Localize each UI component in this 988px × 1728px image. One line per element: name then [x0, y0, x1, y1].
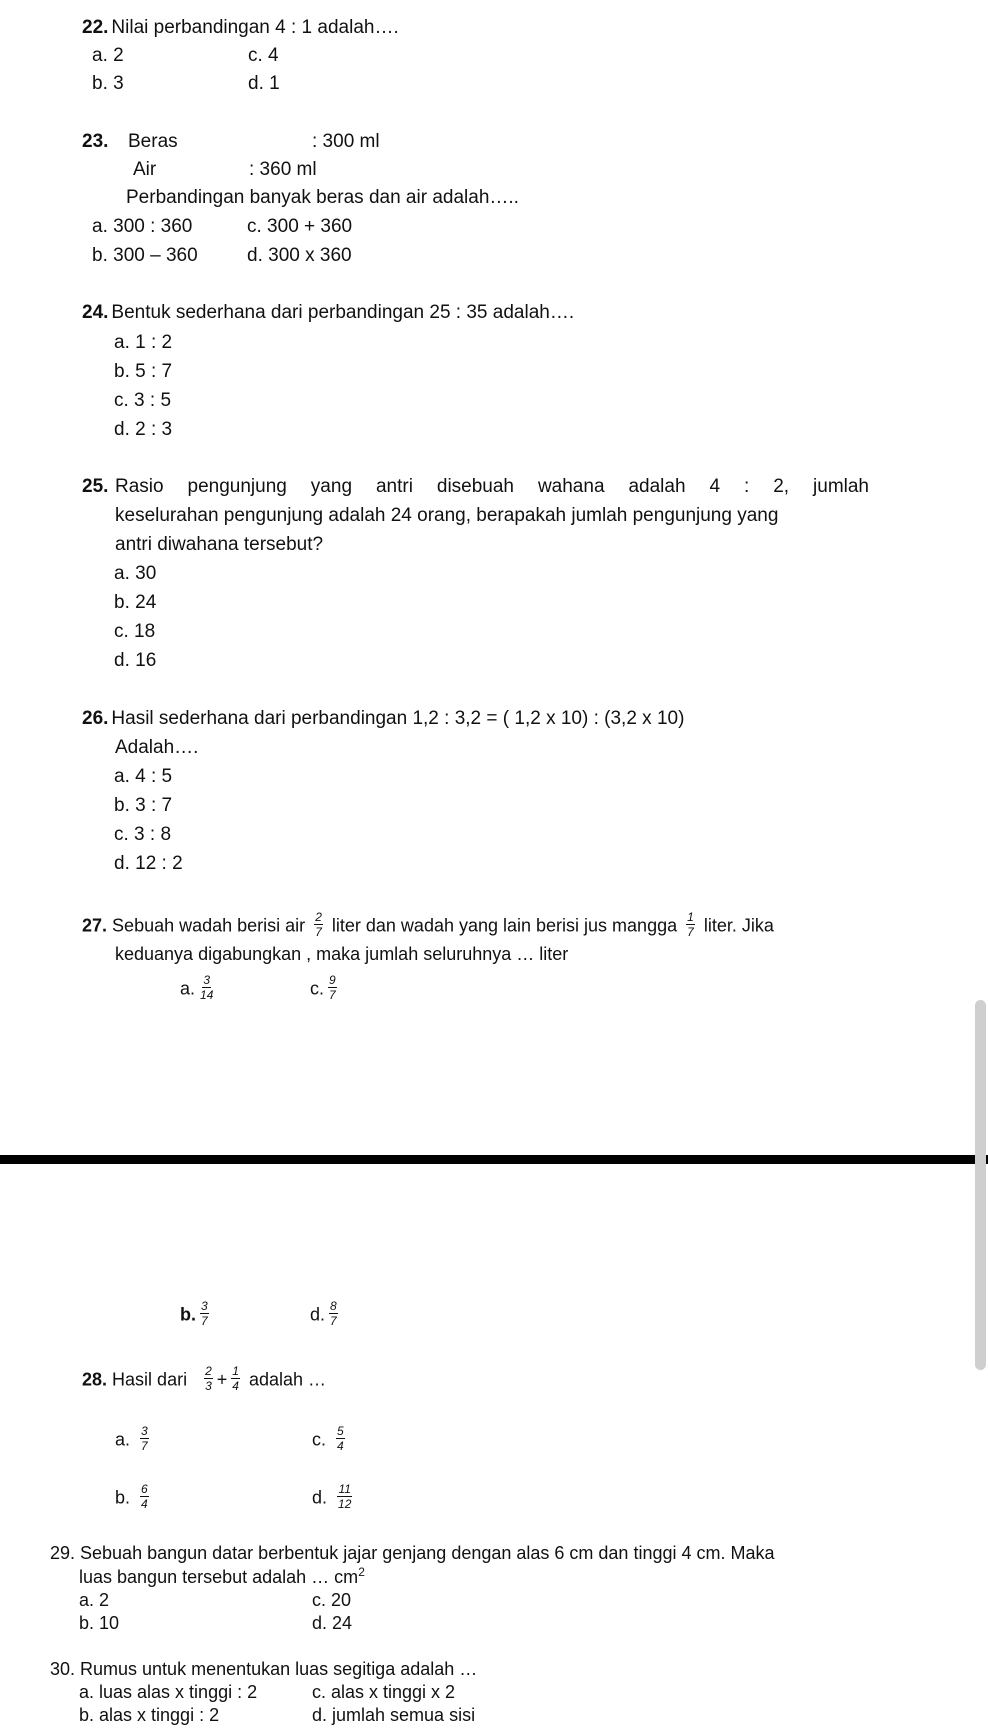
option-b: b. 5 : 7	[114, 361, 173, 382]
option-c: c. 4	[248, 45, 279, 66]
option-d: d. 2 : 3	[114, 419, 173, 440]
option-c: c. 3 : 8	[114, 824, 172, 845]
scrollbar[interactable]	[975, 1000, 986, 1370]
fraction: $\frac{2}{7}$	[315, 910, 322, 939]
fraction: $\frac{6}{4}$	[141, 1482, 148, 1511]
option-b: b. $\frac{6}{4}$	[115, 1482, 148, 1511]
question-text-post: adalah …	[249, 1369, 327, 1390]
question-text-post: liter. Jika	[703, 915, 774, 936]
option-a: a. 1 : 2	[114, 332, 173, 353]
question-29-line-2: luas bangun tersebut adalah … $cm^2$	[79, 1565, 365, 1587]
option-b: b. alas x tinggi : 2	[79, 1705, 220, 1725]
option-a: a. 300 : 360	[92, 216, 193, 237]
question-text: Bentuk sederhana dari perbandingan 25 : 35 adalah….	[111, 302, 575, 323]
question-29-line-1: 29. Sebuah bangun datar berbentuk jajar genjang dengan alas 6 cm dan tinggi 4 cm. Maka	[50, 1543, 775, 1563]
option-a: a. 4 : 5	[114, 766, 173, 787]
question-text-pre: Sebuah wadah berisi air	[112, 915, 306, 936]
option-c: c. 300 + 360	[247, 216, 353, 237]
question-number: 24.	[82, 302, 109, 323]
option-d: d. 24	[312, 1613, 353, 1633]
fraction: $\frac{9}{7}$	[329, 973, 336, 1002]
question-text-line-2: keduanya digabungkan , maka jumlah seluruhnya … liter	[115, 944, 569, 964]
fraction: $\frac{1}{4}$	[232, 1364, 239, 1393]
option-a: a. 2	[79, 1590, 110, 1610]
question-text-line-2: keselurahan pengunjung adalah 24 orang, berapakah jumlah pengunjung yang	[115, 505, 779, 526]
option-d: d. 300 x 360	[247, 245, 352, 266]
option-a: a. 2	[92, 45, 124, 66]
option-a: a. $\frac{3}{14}$	[180, 973, 214, 1002]
fraction: $\frac{5}{4}$	[337, 1424, 344, 1453]
fraction: $\frac{2}{3}$	[205, 1364, 212, 1393]
fraction: $\frac{11}{12}$	[338, 1482, 352, 1511]
fraction: $\frac{3}{14}$	[200, 973, 214, 1002]
label-air: Air	[133, 159, 157, 180]
option-d: d. 16	[114, 650, 157, 671]
fraction: $\frac{3}{7}$	[201, 1299, 208, 1328]
option-d: d. 1	[248, 73, 280, 94]
question-26	[82, 708, 684, 730]
question-text: Perbandingan banyak beras dan air adalah…..	[126, 187, 519, 208]
option-c: c. 20	[312, 1590, 352, 1610]
option-c: c. 3 : 5	[114, 390, 172, 411]
question-24	[82, 302, 574, 324]
option-b: b. 300 – 360	[92, 245, 198, 266]
fraction: $\frac{1}{7}$	[687, 910, 694, 939]
question-text-line-1: Rasio pengunjung yang antri disebuah wahana adalah 4 : 2, jumlah	[115, 476, 869, 497]
option-d: d. $\frac{8}{7}$	[310, 1299, 337, 1328]
value-beras: : 300 ml	[312, 131, 380, 152]
question-number: 28.	[82, 1369, 108, 1390]
question-27	[82, 910, 774, 940]
value-air: : 360 ml	[249, 159, 317, 180]
option-a: a. $\frac{3}{7}$	[115, 1424, 148, 1453]
question-number: 22.	[82, 17, 109, 38]
option-c: c. 18	[114, 621, 156, 642]
option-c: c. $\frac{9}{7}$	[310, 973, 336, 1002]
question-text-line-2: Adalah….	[115, 737, 199, 758]
option-d: d. 12 : 2	[114, 853, 183, 874]
page-divider	[0, 1155, 988, 1164]
option-b: b. $\frac{3}{7}$	[180, 1299, 208, 1328]
question-text: Nilai perbandingan 4 : 1 adalah….	[111, 17, 399, 38]
question-30-line-1: 30. Rumus untuk menentukan luas segitiga adalah …	[50, 1659, 478, 1679]
question-28: 28. Hasil dari $\frac{2}{3}$ + $\frac{1}{4}$ adalah …	[82, 1364, 327, 1393]
option-b: b. 10	[79, 1613, 120, 1633]
option-d: d. $\frac{11}{12}$	[312, 1482, 352, 1511]
option-c: c. $\frac{5}{4}$	[312, 1424, 344, 1453]
fraction: $\frac{3}{7}$	[141, 1424, 148, 1453]
question-text-pre: Hasil dari	[112, 1369, 188, 1390]
question-22	[82, 17, 399, 39]
question-number: 23.	[82, 131, 109, 152]
question-text: Hasil sederhana dari perbandingan 1,2 : 3,2 = ( 1,2 x 10) : (3,2 x 10)	[111, 708, 685, 729]
option-a: a. luas alas x tinggi : 2	[79, 1682, 258, 1702]
question-text-line-3: antri diwahana tersebut?	[115, 534, 324, 555]
question-number: 27.	[82, 915, 108, 936]
fraction: $\frac{8}{7}$	[330, 1299, 337, 1328]
option-b: b. 3	[92, 73, 124, 94]
option-a: a. 30	[114, 563, 157, 584]
question-number: 25.	[82, 476, 109, 497]
option-d: d. jumlah semua sisi	[312, 1705, 476, 1725]
question-number: 26.	[82, 708, 109, 729]
label-beras: Beras	[128, 131, 178, 152]
option-b: b. 24	[114, 592, 157, 613]
option-b: b. 3 : 7	[114, 795, 173, 816]
option-c: c. alas x tinggi x 2	[312, 1682, 456, 1702]
question-text-mid: liter dan wadah yang lain berisi jus mangga	[331, 915, 678, 936]
